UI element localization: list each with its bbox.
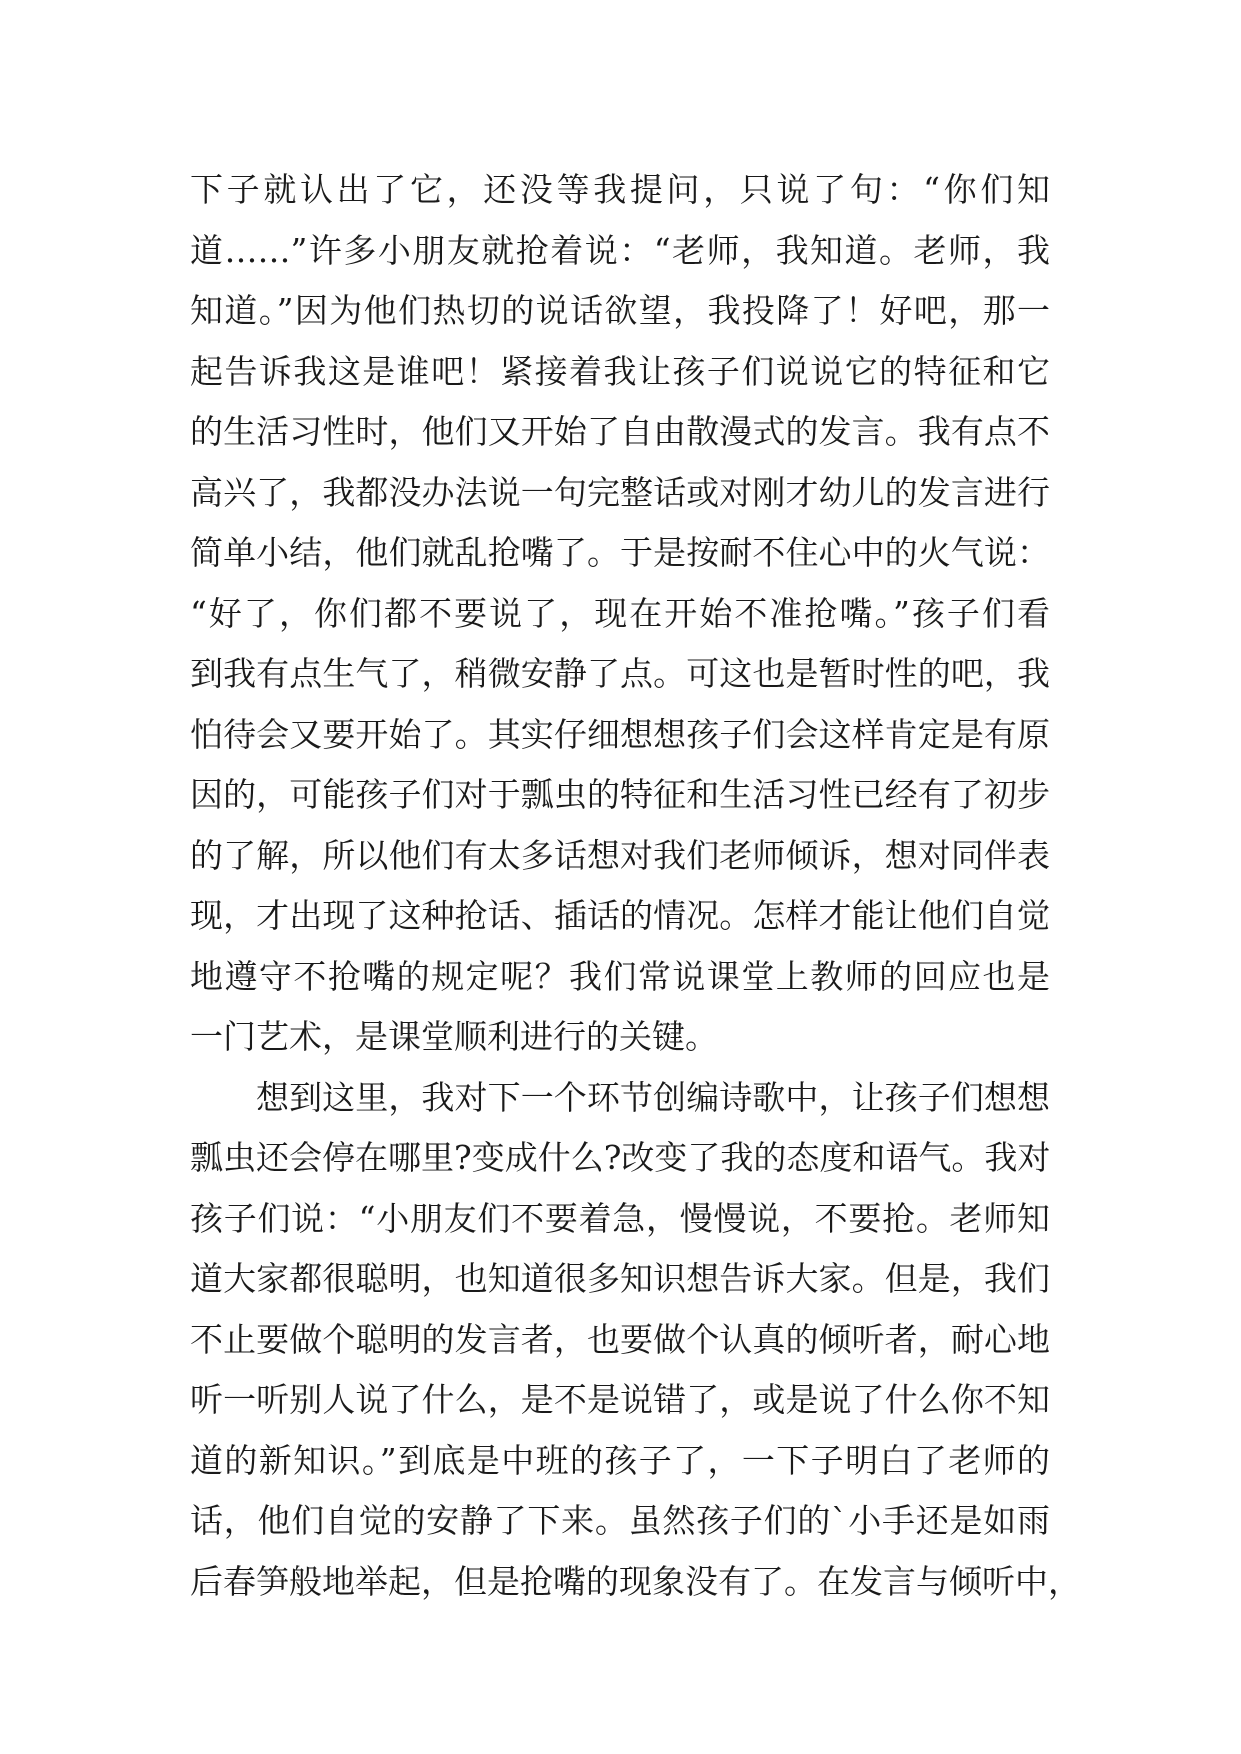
text-line: 瓢虫还会停在哪里?变成什么?改变了我的态度和语气。我对 <box>190 1138 1051 1177</box>
text-line: 怕待会又要开始了。其实仔细想想孩子们会这样肯定是有原 <box>190 714 1050 754</box>
text-line: “好了，你们都不要说了，现在开始不准抢嘴。”孩子们看 <box>190 593 1050 633</box>
text-line: 地遵守不抢嘴的规定呢？我们常说课堂上教师的回应也是 <box>190 956 1050 996</box>
text-line: 不止要做个聪明的发言者，也要做个认真的倾听者，耐心地 <box>190 1319 1050 1359</box>
paragraph-2 <box>190 1068 1081 1613</box>
text-line: 道的新知识。”到底是中班的孩子了，一下子明白了老师的 <box>190 1440 1050 1480</box>
document-body <box>190 160 1081 1612</box>
text-line: 现，才出现了这种抢话、插话的情况。怎样才能让他们自觉 <box>190 896 1050 935</box>
text-line: 知道。”因为他们热切的说话欲望，我投降了！好吧，那一 <box>190 291 1050 330</box>
text-line: 后春笋般地举起，但是抢嘴的现象没有了。在发言与倾听中， <box>190 1561 1081 1601</box>
text-line: 道……”许多小朋友就抢着说：“老师，我知道。老师，我 <box>190 230 1050 270</box>
text-line: 简单小结，他们就乱抢嘴了。于是按耐不住心中的火气说： <box>190 533 1050 572</box>
text-line: 想到这里，我对下一个环节创编诗歌中，让孩子们想想 <box>256 1077 1050 1117</box>
text-line: 孩子们说：“小朋友们不要着急，慢慢说，不要抢。老师知 <box>190 1198 1050 1238</box>
text-line: 话，他们自觉的安静了下来。虽然孩子们的`小手还是如雨 <box>190 1501 1050 1540</box>
text-line: 听一听别人说了什么，是不是说错了，或是说了什么你不知 <box>190 1380 1050 1419</box>
paragraph-1 <box>190 160 1050 1068</box>
text-line: 高兴了，我都没办法说一句完整话或对刚才幼儿的发言进行 <box>190 472 1050 512</box>
text-line: 到我有点生气了，稍微安静了点。可这也是暂时性的吧，我 <box>190 654 1050 693</box>
text-line: 的生活习性时，他们又开始了自由散漫式的发言。我有点不 <box>190 412 1050 451</box>
text-line: 下子就认出了它，还没等我提问，只说了句：“你们知 <box>190 170 1050 209</box>
text-line: 起告诉我这是谁吧！紧接着我让孩子们说说它的特征和它 <box>190 351 1050 391</box>
text-line: 的了解，所以他们有太多话想对我们老师倾诉，想对同伴表 <box>190 835 1050 875</box>
text-line: 道大家都很聪明，也知道很多知识想告诉大家。但是，我们 <box>190 1259 1050 1298</box>
text-line: 一门艺术，是课堂顺利进行的关键。 <box>190 1017 718 1056</box>
text-line: 因的，可能孩子们对于瓢虫的特征和生活习性已经有了初步 <box>190 775 1050 814</box>
